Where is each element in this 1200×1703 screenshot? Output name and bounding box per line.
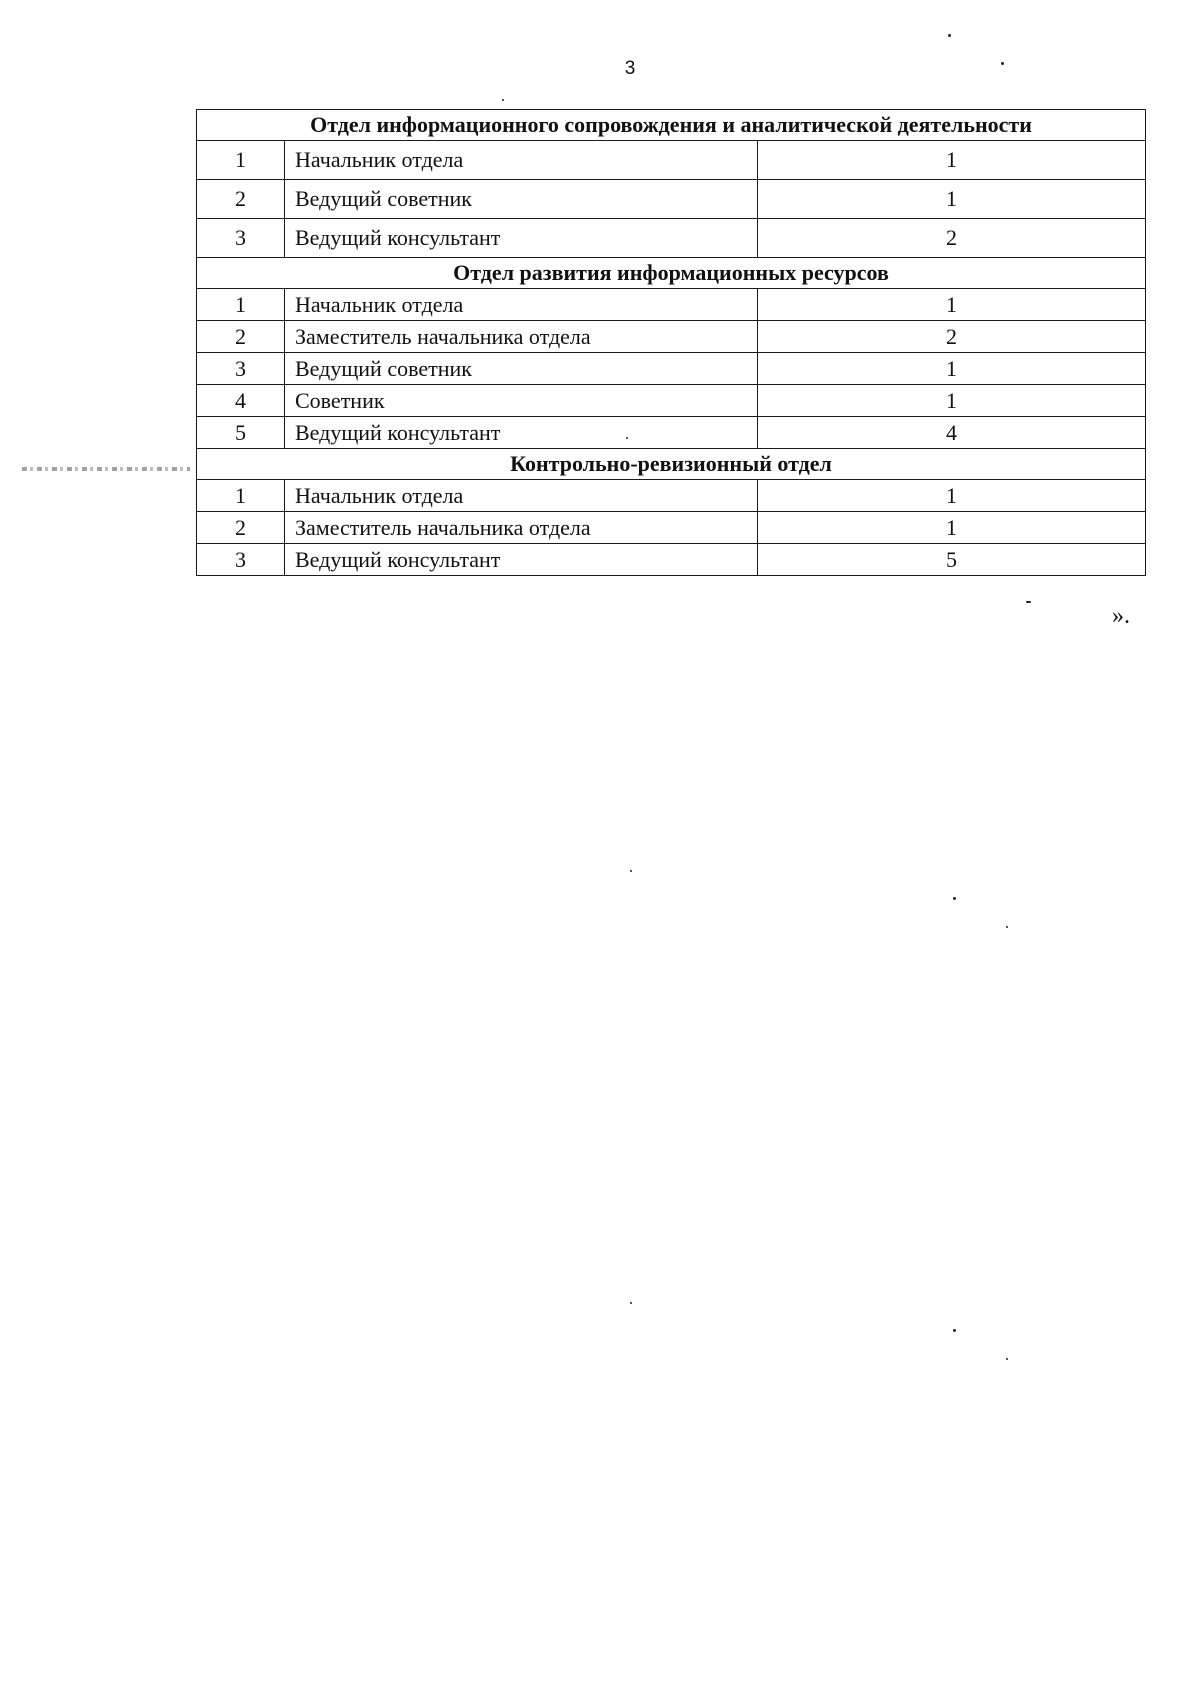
position-name: Заместитель начальника отдела bbox=[285, 512, 758, 544]
scan-speck bbox=[630, 870, 632, 872]
row-number: 4 bbox=[197, 385, 285, 417]
section-title: Контрольно-ревизионный отдел bbox=[197, 449, 1146, 480]
section-title: Отдел развития информационных ресурсов bbox=[197, 258, 1146, 289]
position-name: Начальник отдела bbox=[285, 141, 758, 180]
scan-speck bbox=[626, 437, 628, 439]
position-count: 1 bbox=[758, 180, 1146, 219]
row-number: 3 bbox=[197, 353, 285, 385]
scan-noise bbox=[22, 467, 190, 471]
table-row bbox=[197, 289, 1146, 321]
scan-speck bbox=[1001, 62, 1004, 65]
scan-speck bbox=[502, 99, 504, 101]
scan-speck bbox=[953, 897, 956, 900]
row-number: 5 bbox=[197, 417, 285, 449]
position-name: Советник bbox=[285, 385, 758, 417]
staffing-table bbox=[196, 109, 1146, 576]
table-row bbox=[197, 417, 1146, 449]
position-name: Ведущий консультант bbox=[285, 417, 758, 449]
row-number: 2 bbox=[197, 512, 285, 544]
scan-speck bbox=[953, 1329, 956, 1332]
position-count: 2 bbox=[758, 219, 1146, 258]
table-row bbox=[197, 385, 1146, 417]
position-name: Заместитель начальника отдела bbox=[285, 321, 758, 353]
row-number: 1 bbox=[197, 289, 285, 321]
position-name: Начальник отдела bbox=[285, 480, 758, 512]
row-number: 3 bbox=[197, 544, 285, 576]
table-row bbox=[197, 219, 1146, 258]
position-count: 5 bbox=[758, 544, 1146, 576]
table-row bbox=[197, 512, 1146, 544]
position-count: 1 bbox=[758, 512, 1146, 544]
row-number: 3 bbox=[197, 219, 285, 258]
table-row bbox=[197, 353, 1146, 385]
position-count: 1 bbox=[758, 385, 1146, 417]
scan-speck bbox=[1006, 1358, 1008, 1360]
table-row bbox=[197, 180, 1146, 219]
row-number: 2 bbox=[197, 180, 285, 219]
closing-quote-mark: ». bbox=[1112, 603, 1130, 629]
row-number: 1 bbox=[197, 141, 285, 180]
position-name: Начальник отдела bbox=[285, 289, 758, 321]
row-number: 2 bbox=[197, 321, 285, 353]
position-count: 4 bbox=[758, 417, 1146, 449]
section-header-row bbox=[197, 449, 1146, 480]
scan-speck bbox=[630, 1302, 632, 1304]
position-name: Ведущий консультант bbox=[285, 544, 758, 576]
table-row bbox=[197, 544, 1146, 576]
position-name: Ведущий советник bbox=[285, 353, 758, 385]
table-row bbox=[197, 480, 1146, 512]
scan-speck bbox=[1026, 601, 1031, 603]
position-count: 1 bbox=[758, 480, 1146, 512]
position-count: 1 bbox=[758, 289, 1146, 321]
table-row bbox=[197, 321, 1146, 353]
table-row bbox=[197, 141, 1146, 180]
section-header-row bbox=[197, 258, 1146, 289]
position-count: 1 bbox=[758, 141, 1146, 180]
page-number: 3 bbox=[624, 58, 636, 79]
position-name: Ведущий консультант bbox=[285, 219, 758, 258]
position-count: 1 bbox=[758, 353, 1146, 385]
row-number: 1 bbox=[197, 480, 285, 512]
scan-speck bbox=[1006, 926, 1008, 928]
position-name: Ведущий советник bbox=[285, 180, 758, 219]
section-header-row bbox=[197, 110, 1146, 141]
section-title: Отдел информационного сопровождения и аналитической деятельности bbox=[197, 110, 1146, 141]
position-count: 2 bbox=[758, 321, 1146, 353]
scan-speck bbox=[948, 34, 951, 37]
